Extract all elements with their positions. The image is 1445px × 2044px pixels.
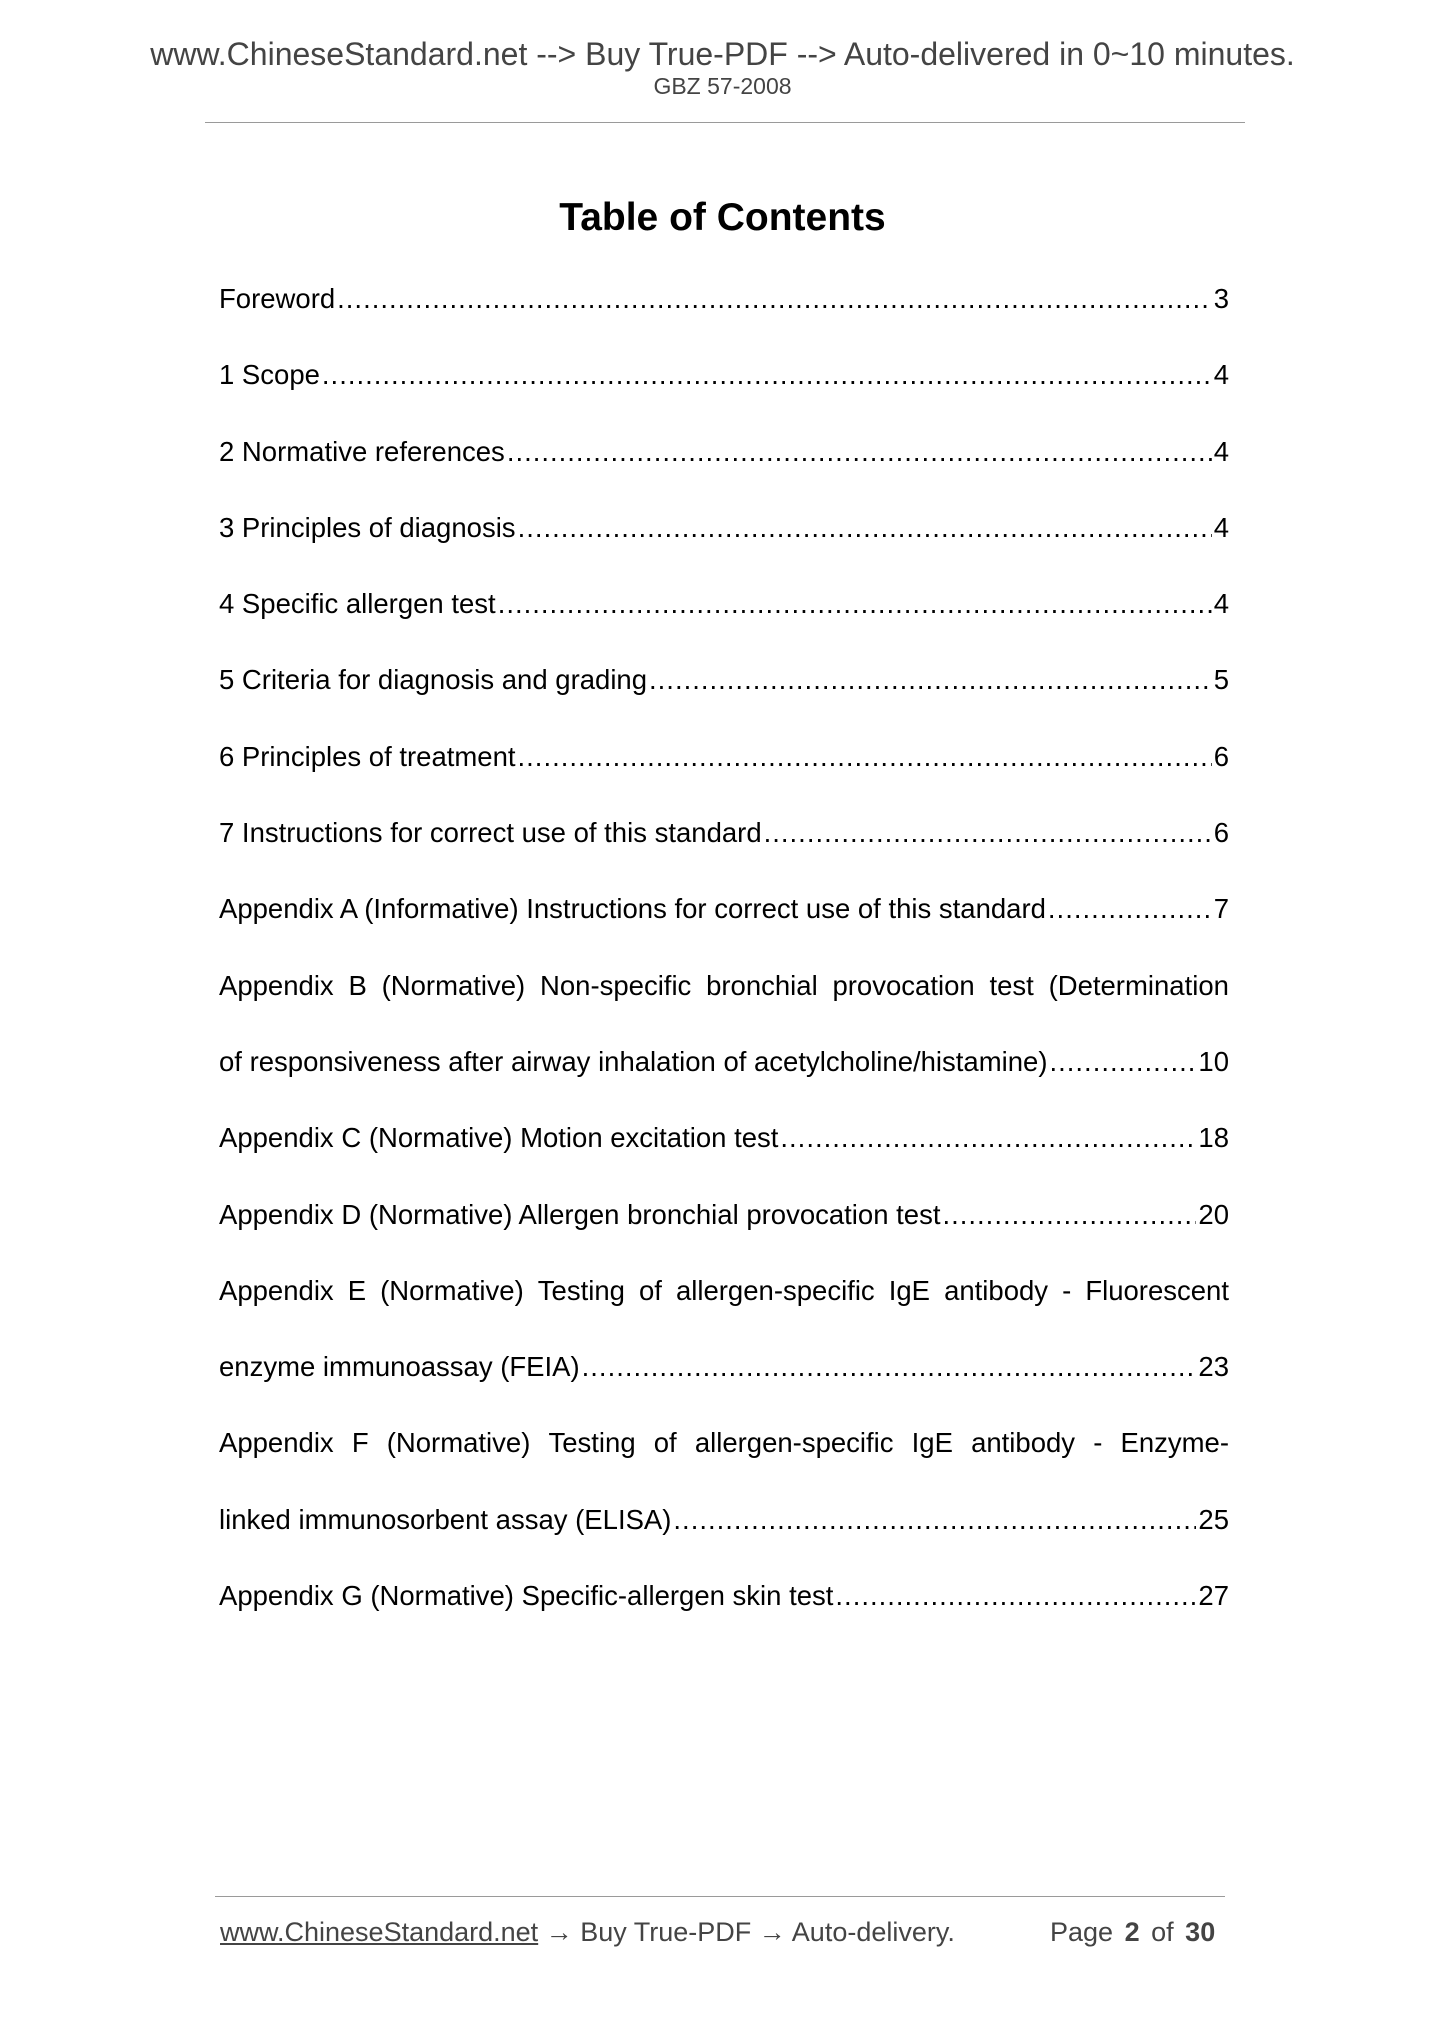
- toc-entry-title: 7 Instructions for correct use of this standard: [219, 817, 762, 849]
- toc-entry-title-line2: enzyme immunoassay (FEIA): [219, 1351, 580, 1383]
- toc-entry-appendix-b-line1[interactable]: [219, 970, 1229, 1046]
- toc-entry-appendix-f-line2[interactable]: [219, 1504, 1229, 1580]
- toc-entry-scope[interactable]: [219, 359, 1229, 435]
- toc-entry-appendix-c[interactable]: [219, 1122, 1229, 1198]
- toc-leader-dots: [507, 436, 1212, 468]
- toc-entry-page: 6: [1213, 817, 1229, 849]
- toc-word: allergen-specific: [675, 1274, 875, 1306]
- toc-entry-title: 6 Principles of treatment: [219, 740, 516, 772]
- toc-word: Enzyme-: [1120, 1427, 1229, 1459]
- toc-entry-title: Appendix D (Normative) Allergen bronchial provocation test: [219, 1198, 941, 1230]
- toc-entry-title: Appendix C (Normative) Motion excitation test: [219, 1122, 779, 1154]
- toc-word: (Determination: [1048, 969, 1229, 1001]
- toc-word: Testing: [548, 1427, 636, 1459]
- footer-buy-text: Buy True-PDF: [580, 1917, 752, 1947]
- footer-site-link[interactable]: www.ChineseStandard.net: [220, 1917, 539, 1947]
- standard-code: GBZ 57-2008: [653, 73, 792, 99]
- toc-word: (Normative): [380, 1274, 524, 1306]
- toc-entry-page: 10: [1198, 1045, 1229, 1077]
- toc-leader-dots: [942, 1199, 1196, 1231]
- arrow-right-icon: →: [545, 1917, 573, 1947]
- page-total: 30: [1185, 1917, 1216, 1947]
- toc-word: E: [347, 1274, 367, 1306]
- toc-word: IgE: [888, 1274, 931, 1306]
- toc-word: bronchial: [706, 969, 818, 1001]
- toc-entry-title: Appendix A (Informative) Instructions for correct use of this standard: [219, 893, 1046, 925]
- toc-entry-criteria-for-diagnosis[interactable]: [219, 664, 1229, 740]
- toc-entry-page: 18: [1198, 1122, 1229, 1154]
- toc-leader-dots: [518, 512, 1212, 544]
- toc-entry-principles-of-diagnosis[interactable]: [219, 512, 1229, 588]
- toc-leader-dots: [649, 664, 1212, 696]
- toc-word: IgE: [911, 1427, 953, 1459]
- page-label: Page: [1050, 1917, 1114, 1947]
- toc-word: Fluorescent: [1085, 1274, 1229, 1306]
- toc-entry-page: 7: [1213, 893, 1229, 925]
- toc-word: Testing: [537, 1274, 625, 1306]
- toc-entry-appendix-g[interactable]: [219, 1580, 1229, 1656]
- toc-entry-normative-references[interactable]: [219, 436, 1229, 512]
- toc-leader-dots: [673, 1504, 1196, 1536]
- toc-entry-title: 3 Principles of diagnosis: [219, 511, 516, 543]
- arrow-right-icon: →: [758, 1917, 786, 1947]
- footer-divider: [215, 1896, 1225, 1897]
- toc-entry-title-line2: linked immunosorbent assay (ELISA): [219, 1503, 672, 1535]
- toc-entry-appendix-e-line1[interactable]: [219, 1275, 1229, 1351]
- toc-entry-title-line1: [219, 970, 1229, 1002]
- toc-entry-page: 6: [1213, 740, 1229, 772]
- toc-entry-page: 25: [1198, 1503, 1229, 1535]
- toc-entry-title: 5 Criteria for diagnosis and grading: [219, 664, 648, 696]
- page-current: 2: [1124, 1917, 1140, 1947]
- toc-entry-title-line1: [219, 1427, 1229, 1459]
- toc-entry-appendix-d[interactable]: [219, 1199, 1229, 1275]
- toc-word: antibody: [944, 1274, 1049, 1306]
- toc-entry-page: 4: [1213, 511, 1229, 543]
- toc-word: Appendix: [219, 1274, 334, 1306]
- toc-entry-page: 5: [1213, 664, 1229, 696]
- toc-word: (Normative): [381, 969, 526, 1001]
- toc-entry-page: 4: [1213, 588, 1229, 620]
- toc-entry-title: Appendix G (Normative) Specific-allergen skin test: [219, 1580, 834, 1612]
- toc-word: -: [1093, 1427, 1103, 1459]
- toc-entry-principles-of-treatment[interactable]: [219, 741, 1229, 817]
- toc-leader-dots: [835, 1580, 1196, 1612]
- toc-word: test: [989, 969, 1034, 1001]
- toc-entry-title: 4 Specific allergen test: [219, 588, 496, 620]
- toc-entry-appendix-e-line2[interactable]: [219, 1351, 1229, 1427]
- header-divider: [205, 122, 1245, 123]
- toc-entry-title: 2 Normative references: [219, 435, 505, 467]
- toc-entry-title-line2: of responsiveness after airway inhalation of acetylcholine/histamine): [219, 1045, 1048, 1077]
- toc-entry-appendix-a[interactable]: [219, 893, 1229, 969]
- header-banner: www.ChineseStandard.net --> Buy True-PDF --> Auto-delivered in 0~10 minutes.: [150, 36, 1295, 72]
- toc-leader-dots: [498, 588, 1212, 620]
- toc-word: allergen-specific: [694, 1427, 894, 1459]
- page-indicator: [1050, 1919, 1219, 1946]
- toc-leader-dots: [322, 359, 1212, 391]
- toc-entry-title-line1: [219, 1275, 1229, 1307]
- toc-leader-dots: [337, 283, 1212, 315]
- toc-entry-appendix-f-line1[interactable]: [219, 1427, 1229, 1503]
- toc-leader-dots: [1048, 893, 1212, 925]
- toc-entry-page: 3: [1213, 283, 1229, 314]
- toc-word: provocation: [832, 969, 975, 1001]
- footer-links: [220, 1919, 955, 1946]
- toc-leader-dots: [764, 817, 1212, 849]
- toc-entry-appendix-b-line2[interactable]: [219, 1046, 1229, 1122]
- toc-entry-instructions-correct-use[interactable]: [219, 817, 1229, 893]
- toc-leader-dots: [518, 741, 1212, 773]
- toc-word: of: [653, 1427, 677, 1459]
- toc-word: Non-specific: [540, 969, 692, 1001]
- toc-title: Table of Contents: [559, 196, 886, 240]
- toc-leader-dots: [780, 1122, 1196, 1154]
- toc-entry-title: 1 Scope: [219, 359, 320, 391]
- toc-leader-dots: [582, 1351, 1197, 1383]
- toc-entry-foreword[interactable]: [219, 283, 1229, 359]
- toc-word: B: [348, 969, 367, 1001]
- toc-entry-page: 27: [1198, 1580, 1229, 1612]
- of-label: of: [1151, 1917, 1174, 1947]
- toc-entry-page: 4: [1213, 435, 1229, 467]
- toc-word: antibody: [971, 1427, 1076, 1459]
- footer-delivery-text: Auto-delivery.: [791, 1917, 955, 1947]
- toc-word: Appendix: [219, 1427, 334, 1459]
- toc-word: F: [351, 1427, 369, 1459]
- toc-list: [219, 283, 1229, 1656]
- toc-word: of: [638, 1274, 662, 1306]
- toc-leader-dots: [1050, 1046, 1197, 1078]
- toc-entry-page: 20: [1198, 1198, 1229, 1230]
- toc-entry-page: 23: [1198, 1351, 1229, 1383]
- toc-word: -: [1062, 1274, 1072, 1306]
- toc-word: Appendix: [219, 969, 334, 1001]
- toc-entry-title: Foreword: [219, 283, 336, 314]
- toc-word: (Normative): [386, 1427, 531, 1459]
- toc-entry-specific-allergen-test[interactable]: [219, 588, 1229, 664]
- toc-entry-page: 4: [1213, 359, 1229, 391]
